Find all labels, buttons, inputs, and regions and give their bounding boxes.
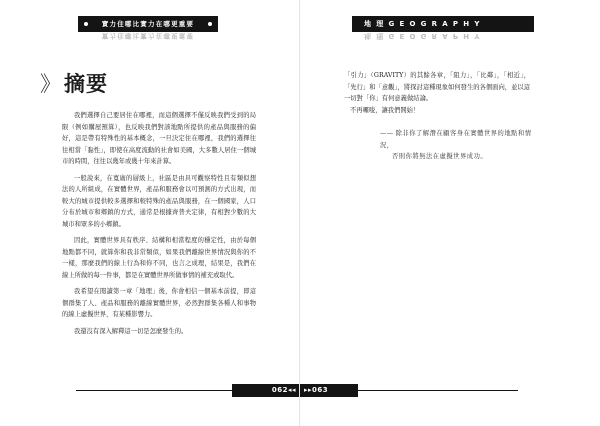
- left-running-header-text: 實力住哪比實力在哪更重要: [101, 20, 195, 28]
- chapter-title: [40, 68, 108, 98]
- paragraph: 我還沒有深入解釋這一切是怎麼發生的。: [74, 327, 188, 335]
- header-dot-icon: [84, 22, 88, 26]
- paragraph: 因此，實體世界具有秩序、結構和相當程度的穩定性，由於每個地點都不同，就算你和我非常類似，如果我們離線世界情況與你的不一樣，那麼我們的線上行為和你不同，也言之成理，結果是，我們在線上所做的每一件事，都是在實體世界所做事情的補充或取代。: [62, 237, 256, 279]
- left-header-reflection: 實力住哪比實力在哪更重要: [101, 32, 195, 40]
- paragraph: 我希望在閱讀第一章「地理」後，你會相信一個基本前提，即這個群集了人、產品和服務的離線實體世界，必然對群集各種人和事物的線上虛擬世界，有某種影響力。: [62, 288, 256, 318]
- paragraph: 我們選擇自己要居住在哪裡，而這個選擇不僅反映我們受到的局限（例如購屋預算），也反映我們對該地點所提供的產品與服務的偏好，這是帶有特殊性的基本概念，一旦決定住在哪裡，我們的選擇往往相當「黏性」，即使在高度流動的社會如美國，大多數人居住一個城市的時間，往往以幾年或幾十年來計算。: [62, 112, 256, 165]
- paragraph: 不再囉唆，讓我們開始！: [350, 106, 420, 114]
- left-page-number: 062◂◂: [232, 384, 300, 397]
- right-header-reflection: 地 理 G E O G R A P H Y: [364, 32, 481, 40]
- quote-line: 否則你將無法在虛擬世界成功。: [392, 153, 488, 160]
- quote-dash: ——: [380, 130, 394, 137]
- left-body: [62, 110, 256, 342]
- pull-quote: [380, 128, 534, 163]
- right-running-header: 地 理 G E O G R A P H Y: [352, 16, 534, 32]
- left-running-header: [78, 16, 218, 32]
- right-body: [344, 70, 530, 116]
- footer-rule: [76, 390, 232, 391]
- right-page: [300, 0, 600, 426]
- quote-line: 除非你了解潛在顧客身在實體世界的地點和情況，: [380, 130, 532, 149]
- paragraph: 一般說來，在寬廣的層級上，社區是由具可觀察特性且有類似想法的人所組成，在實體世界，產品和服務會以可預測的方式出現，而較大的城市提供較多選擇和較特殊的產品與服務，在一個國家，人口分布於城市和鄉鎮的方式，通常是根據齊普夫定律，有相對少數的大城市和眾多的小鄉鎮。: [62, 174, 256, 228]
- footer-rule: [358, 390, 518, 391]
- chapter-title-text: 摘要: [64, 71, 108, 96]
- paragraph: 「引力」（GRAVITY）的其餘各章，「阻力」，「比鄰」，「相近」，「先行」和「意觀」，將探討這種現象如何發生的各個面向，並以這一切對「你」有何意義做結論。: [344, 72, 530, 102]
- right-page-number: ▸▸063: [300, 384, 358, 397]
- header-dot-icon: [208, 22, 212, 26]
- chapter-title-mark: 》: [40, 72, 62, 96]
